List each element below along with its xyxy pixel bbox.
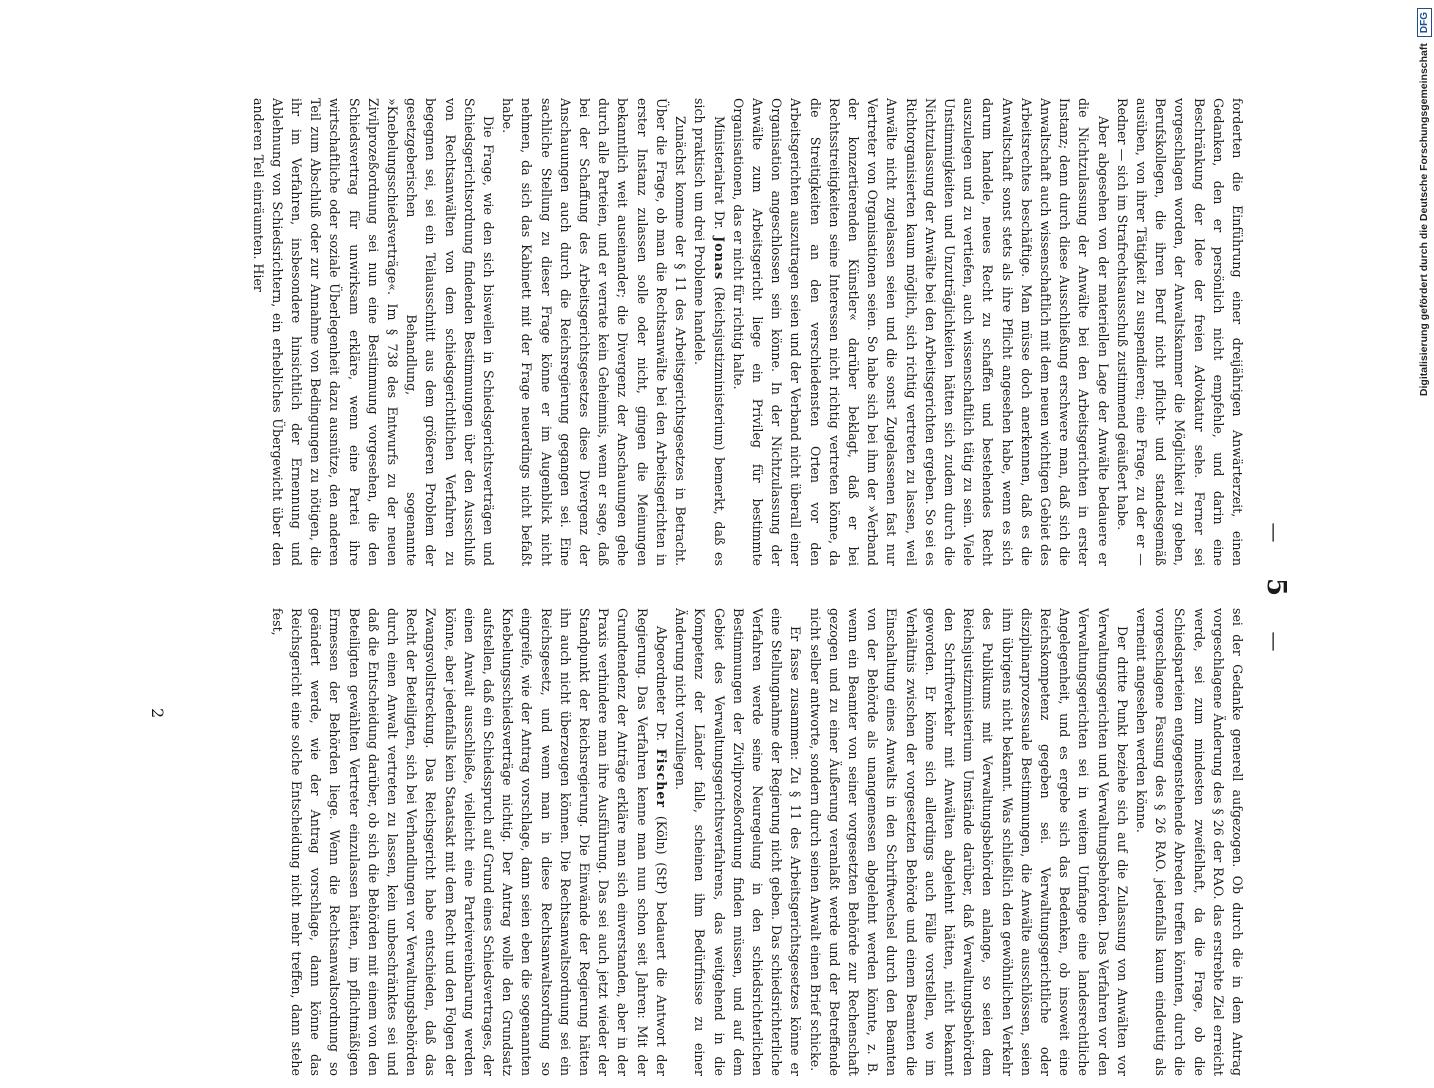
digitization-notice-text: Digitalisierung gefördert durch die Deutsche Forschungsgemeinschaft — [1418, 43, 1430, 397]
header-dash-left: — — [1263, 522, 1287, 545]
document-page — [131, 88, 1291, 1088]
left-paragraph-5: Die Frage, wie den sich bisweilen in Schiedsgerichtsverträgen und Schiedsgerichtsordnung findenden Bestimmungen über den Ausschluß von Rechtsanwälten von dem schiedsgerichtlichen Verfahren zu begegnen sei, sei ein Teilausschnitt aus dem größeren Problem der gesetzgeberischen Behandlung, sogenannte »Knebelungsschiedsverträge«. Im § 738 des Entwurfs zu der neuen Zivilprozeßordnung sei nun eine Bestimmung vorgesehen, die den Schiedsvertrag für unwirksam erkläre, wenn eine Partei ihre wirtschaftliche oder soziale Überlegenheit dazu ausnütze, den anderen Teil zum Abschluß oder zur Annahme von Bedingungen zu nötigen, die ihr im Verfahren, insbesondere hinsichtlich der Ernennung und Ablehnung von Schiedsrichtern, ein erhebliches Übergewicht über den anderen Teil einräumten. Hier — [250, 98, 497, 566]
left-paragraph-3 — [690, 98, 728, 566]
left-paragraph-4: Zunächst komme der § 11 des Arbeitsgerichtsgesetzes in Betracht. Über die Frage, ob man die Rechtsanwälte bei den Arbeitsgerichten in erster Instanz zulassen solle oder nicht, gingen die Meinungen bekanntlich weit auseinander; die Divergenz der Anschauungen gehe durch alle Parteien, und er verrate kein Geheimnis, wenn er sage, daß bei der Schaffung des Arbeitsgerichtsgesetzes diese Divergenz der Anschauungen auch durch die Reichsregierung gegangen sei. Eine sachliche Stellung zu dieser Frage könne er im Augenblick nicht nehmen, da sich das Kabinett mit der Frage neuerdings nicht befaßt habe. — [500, 98, 689, 566]
left-paragraph-2: Aber abgesehen von der materiellen Lage der Anwälte bedauere er die Nichtzulassung der Anwälte bei den Arbeitsgerichten in erster Instanz; denn durch diese Ausschließung erschwere man, daß sich die Anwaltschaft auch wissenschaftlich mit dem neuen wichtigen Gebiet des Arbeitsrechtes beschäftige. Man müsse doch anerkennen, daß es die Anwaltschaft sonst stets als ihre Pflicht angesehen habe, wenn es sich darum handele, neues Recht zu schaffen und bestehendes Recht auszulegen und zu vertiefen, auch wissenschaftlich tätig zu sein. Viele Unstimmigkeiten und Unzuträglichkeiten hätten sich zudem durch die Nichtzulassung der Anwälte bei den Arbeitsgerichten ergeben. So sei es Richtorganisierten kaum möglich, sich richtig vertreten zu lassen, weil Anwälte nicht zugelassen seien und die sonst Zugelassenen fast nur Vertreter von Organisationen seien. So habe sich bei ihm der »Verband der konzertierenden Künstler« darüber beklagt, daß er bei Rechtsstreitigkeiten seine Interessen nicht richtig vertreten könne, da die Streitigkeiten an den verschiedensten Orten vor den Arbeitsgerichten auszutragen seien und der Verband nicht überall einer Organisation angeschlossen sein könne. In der Nichtzulassung der Anwälte zum Arbeitsgericht liege ein Privileg für bestimmte Organisationen, das er nicht für richtig halte. — [730, 98, 1111, 566]
speaker-name-jonas: Jonas — [711, 236, 727, 281]
dfg-logo-icon: DFG — [1417, 8, 1432, 37]
right-paragraph-2: Der dritte Punkt beziehe sich auf die Zulassung von Anwälten vor Verwaltungsgerichten und Verwaltungsbehörden. Das Verfahren vor den Verwaltungsgerichten sei in weitem Umfange eine landesrechtliche Angelegenheit, und es ergebe sich das Bedenken, ob insoweit eine Reichskompetenz gegeben sei. Verwaltungsgerichtliche oder disziplinarprozessuale Bestimmungen, die Anwälte ausschlössen, seien ihm übrigens nicht bekannt. Was schließlich den gewöhnlichen Verkehr des Publikums mit Verwaltungsbehörden anlange, so seien dem Reichsjustizministerium Umstände darüber, daß Verwaltungsbehörden den Schriftverkehr mit Anwälten abgelehnt hätten, nicht bekannt geworden. Er könne sich allerdings auch Fälle vorstellen, wo im Verhältnis zwischen der vorgesetzten Behörde und einem Beamten die Einschaltung eines Anwalts in den Schriftwechsel durch den Beamten von der Behörde als unangemessen abgelehnt werden könnte, z. B. wenn ein Beamter von seiner vorgesetzten Behörde zur Rechenschaft gezogen und zu einer Äußerung veranlaßt werde und der Betreffende nicht selber antworte, sondern durch seinen Anwalt einen Brief schicke. — [807, 608, 1130, 1076]
speaker-remark: (Köln) (StP) bedauert die Antwort der Regierung. Das Verfahren kenne man nun schon seit Jahren: Mit der Grundtendenz der Anträge erkläre man sich einverstanden, aber in der Praxis verhindere man ihre Ausführung. Das sei auch jetzt wieder der Standpunkt der Reichsregierung. Die Einwände der Regierung hätten ihn auch nicht überzeugen können. Die Rechtsanwaltsordnung sei ein Reichsgesetz, und wenn man in diese Rechtsanwaltsordnung so eingreife, wie der Antrag vorschlage, dann seien eben die sogenannten Knebelungsschiedsverträge nichtig. Der Antrag wolle den Grundsatz aufstellen, daß ein Schiedsspruch auf Grund eines Schiedsvertrages, der einen Anwalt ausschließe, vielleicht eine Parteivereinbarung werden könne, aber jedenfalls kein Staatsakt mit dem Recht und den Folgen der Zwangsvollstreckung. Das Reichsgericht habe entschieden, daß das Recht der Beteiligten, sich bei Verhandlungen vor Verwaltungsbehörden durch einen Anwalt vertreten zu lassen, kein unbeschränktes sei und daß die Entscheidung darüber, ob sich die Behörden mit einem von den Beteiligten gewählten Vertreter einzulassen hätten, im pflichtmäßigen Ermessen der Behörden liege. Wenn die Rechtsanwaltsordnung so geändert werde, wie der Antrag vorschlage, dann könne das Reichsgericht eine solche Entscheidung nicht mehr treffen, dann stehe fest, — [269, 608, 669, 1076]
right-paragraph-4 — [268, 608, 671, 1076]
digitization-notice — [1412, 8, 1434, 992]
page-number: 5 — [1261, 577, 1291, 599]
speaker-title: Abgeordneter Dr. — [653, 626, 669, 741]
page-header — [1251, 88, 1291, 1088]
speaker-title: Ministerialrat Dr. — [711, 116, 727, 230]
header-dash-right: — — [1263, 631, 1287, 654]
speaker-remark: (Reichsjustizministerium) bemerkt, daß es sich praktisch um drei Probleme handele. — [692, 98, 727, 566]
right-paragraph-3: Er fasse zusammen: Zu § 11 des Arbeitsgerichtsgesetzes könne er eine Stellungnahme der Regierung nicht geben. Das schiedsrichterliche Verfahren werde seine Neuregelung in den schiedsrichterlichen Bestimmungen der Zivilprozeßordnung finden müssen, und auf dem Gebiet des Verwaltungsgerichtsverfahrens, das weitgehend in die Kompetenz der Länder falle, scheinen ihm Bedürfnisse zu einer Änderung nicht vorzuliegen. — [673, 608, 804, 1076]
right-paragraph-1: sei der Gedanke generell aufgezogen. Ob durch die in dem Antrag vorgeschlagene Änderung des § 26 der RAO. das erstrebte Ziel erreicht werde, sei zum mindesten zweifelhaft, da die Frage, ob die Schiedsparteien entgegenstehende Abreden treffen könnten, durch die vorgeschlagene Fassung des § 26 RAO. jedenfalls kaum eindeutig als verneint angesehen werden könne. — [1133, 608, 1245, 1076]
speaker-name-fischer: Fischer — [653, 748, 669, 809]
left-paragraph-1: forderten die Einführung einer dreijährigen Anwärterzeit, einen Gedanken, den er persönlich nicht empfehle, und darin eine Beschränkung der Idee der freien Advokatur sehe. Ferner sei vorgeschlagen worden, der Anwaltskammer die Möglichkeit zu geben, Berufskollegen, die ihren Beruf nicht pflicht- und standesgemäß ausüben, von ihrer Tätigkeit zu suspendieren; eine Frage, zu der er — Redner — sich im Strafrechtsausschuß zustimmend geäußert habe. — [1114, 98, 1245, 566]
left-column — [187, 98, 1247, 566]
right-column — [187, 608, 1247, 1076]
sheet-signature: 2 — [148, 708, 167, 719]
